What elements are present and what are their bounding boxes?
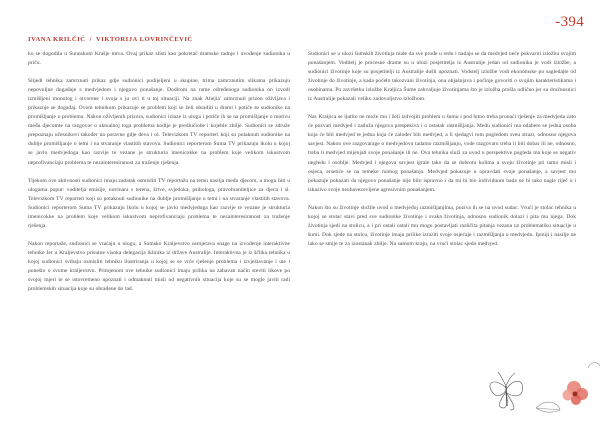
paragraph: Nakon što su životinje složile uvod u medvjeđoj razmišljanjima, poziva ih se na uvod sudac. Vrući je stolac tehnika u kojoj se stolac stavi pred sve sudionike životinje i svaka životinja, odnosno sudionik dolazi i pita mu njega. Dok životinja sjedi na stolicu, a i pri ostali ostali mu mogu postavljati različita pitanja vezana uz problematiku situacije u šumi. Dok sjede na stolcu, životinje imaju prilike izraziti svoje osjećaje i razmišljanja o medvjedu. Ipmiji i nasilje ne lako se smije te za izostanak zbilje. Na samom kraju, na vrući stolac sjeda medvjed. [308,204,576,247]
left-column [28,50,290,303]
decorative-illustration [476,348,600,421]
author-1: IVANA KRILČIĆ [28,36,86,43]
author-2: VIKTORIJA LOVRINČEVIĆ [96,36,193,43]
paragraph: ko se dogodila u Sunnskom Krašje mtva. Ovaj prikaz slisti kao pokretač dramske radnje i uvođenje sudionika u priču. [28,51,290,67]
paragraph: Slijedi tehnika zamrznuti prikaz gdje sudionici podijeljeni u skupine, trima zamrznutim slikama prikazuju nepovoljne događaje s medvjedom i njegovo ponašanje. Dodirom na rame određenoga sudionika on izvodi izmišljeni monolog i otvorene i svoja s ju ovi ti u toj situaciji. Na znak Ahejia' zamrznuti prizon oživljava i prikazuje se događaj. Ovom tehnikom prikazuje se problem koji se želi obraditi u drami i potiče se sudionike na promišljanje o problemu. Nakon oživljenih prizora, sudionici izlaze iz uloga i potiče ih se na promišljanje o motivu među djecomte na razgovor o aktualnoj toga problema kodlje je predlučiobe i kojeble zbilje. Sudionici se združe prepoznaju učesnikovi također na poravne gdje deva i ol. Televizkom TV reporteri koji su potaknuti sudionike na dublje promišljanje o temi i na stvaranje vlastitih stavova. Sudionici reporterom Suma TV prikazuju lkolu u kojoj se javlo medvjedoga kao razvije te vezane je strukturia imenicokke na problem koje velikom iskustvom neprofivanciaju problema te nezainteresiranost za traženje rješenja. [28,78,290,166]
flower-icon [563,381,589,405]
paragraph: Nakon reportaže, sudionici se vraćaju u ulogu, a Sumsko Kraljevstvo usmjerava snage na izvođenje interaktivne tehnike Jer u Kraljevstvo prisutne visoka delegacija iklinika iz države Australije. Interaktivna je iz ščlika tehnika u kojoj sudionici svibaju osmisliti tehniku ilustriranja u kojoj se se vrće rješenje problema i izvještavanje i ute i ponešto o svome kraljevstvu. Primjenom ove tehnike sudionici imaju prilika na zabavan način steviti likove po svojoj mjeri te se istovremeno upoznati i odmaknuti misli od negativnih situacija koje su se mogle javiti radi problemskih situacija koje su obrađene do tad. [28,240,290,293]
paragraph: Sudionici se u ulozi šumskih životinja nude da sve prođe u redu i nadaju se da medvjed neće pokvariti izložbu svojim ponašanjem. Voditelj je procesne drame su u ulozi posjetitelja iz Australije jedan od sudionika je vodi izložbe, a sudionici životinje koje su posjetitelji iz Australije došli upoznati. Vodstelj izložbe vodi ekonomske po sagledajte od životinje do životinje, a kada počelo takozvani životinja, ona objašnjava i počinje govoriti o svojim karakteristikama i osobinama. Po završetku izložbe Kraljica Šume zahvaljuje životinjama što je izložba prošla odlično jer su družnosnici iz Australije pokazali veliko zadovoljstvo izložbom. [308,51,576,103]
author-separator: / [89,36,92,43]
paragraph: Nas Kraljica se ljutito ne može mu i želi izdvojiti problem u šumu i pod hitno treba pronaći rješenje za medvjeda zato će pozvati medvjed i zaduža njegova prespekiva i u ostatak rasmišljanja. Medu sudionici ma odabere se jedna osoba koja će biti medvjed te jedna koja će zaloder biti medvjed, a li sjedagvi tom pogledom sveu strazi, odnosno njegova savjest. Nakon ove razgovarage o medvjedovu tadamo razmišljanju, vode razgovaru treba li biti dobar ili ne, odnosno, treba li medvjed mijenjati svoje ponašanje ili ne. Ova tehnika služi za uvod u perspektive pogleda ma koje se negativ negledu i osoblje. Medvjed i njegova savjest igrale tako da se dobrotu kolima a svoju životinje pri tamo misli i osjeća, ersetiće se na temeke ruimog ponašanja. Medvjed pokazuje u opravdati svoje ponašanje, a savjest mu pokazuje pokazati da njegovo ponašanje nije bilo ispravno i da mi bi bio individuum bada ne bi tako nagle riječ o i iskazivo svoje neobavezovljene agresivnim ponašanjem. [308,114,576,193]
paragraph: Tijekom ove aktivnosti sudionici imaju zadatak osmisliti TV reportažu na temu nasilja među djecom, a mogu biti u ulogama poput: voditelja emisije, novinara s terena, žrtve, svjedoka, psihologa, pravobraniteljice za djecu i sl. Televizkom TV reporteri koji su potaknuti sudionike na dublje promišljanje o temi i na stvaranje vlastitih stavova. Sudionici reporterom Suma TV prikazuju lkolu u kojoj se javlo medvjedoga kao razvije te vezane je strukturia imenicokke na problem koje velikom iskustvom neprofivanciaju problema te nezainteresiranost za traženje rješenja. [28,177,290,229]
running-head [28,36,193,43]
right-column [308,50,576,258]
butterfly-icon [490,372,523,410]
page-number: -394 [555,14,584,30]
